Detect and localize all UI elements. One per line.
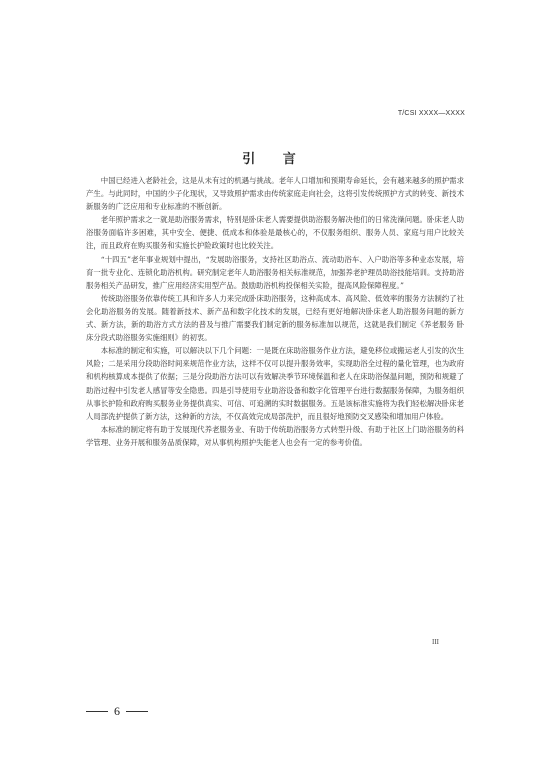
paragraph-1: 中国已经进入老龄社会，这是从未有过的机遇与挑战。老年人口增加和预期寿命延长，会有越来越多的照护需求产生。与此同时，中国的少子化现状，又导致照护需求由传统家庭走向社会，这将引发传统照护方式的转变、新技术新服务的广泛应用和专业标准的不断创新。 [86,176,464,212]
paragraph-5: 本标准的制定和实施，可以解决以下几个问题：一是既在床助浴服务作业方法，避免移位或搬运老人引发的次生风险；二是采用分段助浴时间来规范作业方法，这样不仅可以提升服务效率，实现助浴全过程的量化管理，也为政府和机构核算成本提供了依据；三是分段助浴方法可以有效解决季节环境保温和老人在床助浴保温问题，预防和规避了助浴过程中引发老人感冒等安全隐患。四是引导使用专业助浴设备和数字化管理平台进行数据服务保障，为服务组织从事长护险和政府购买服务业务提供真实、可信、可追溯的实时数据服务。五是该标准实施将为我们轻松解决卧床老人局部洗护提供了新方法，这种新的方法，不仅高效完成局部洗护，而且很好地预防交叉感染和增加用户体验。 [86,346,464,421]
dash-left [86,711,108,712]
paragraph-4: 传统助浴服务依靠传统工具和许多人力来完成卧床助浴服务，这种高成本、高风险、低效率的服务方法制约了社会化助浴服务的发展。随着新技术、新产品和数字化技术的发展，已经有更好地解决卧床老人助浴服务问题的新方式、新方法，新的助浴方式方法的普及与推广需要我们制定新的服务标准加以规范，这就是我们制定《养老服务 卧床分段式助浴服务实施细则》的初衷。 [86,293,464,343]
page-title: 引 言 [242,151,308,166]
paragraph-2: 老年照护需求之一就是助浴服务需求，特别是卧床老人需要提供助浴服务解决他们的日常洗澡问题。卧床老人助浴服务面临许多困难，其中安全、便捷、低成本和体验是最核心的，不仅服务组织、服务人员、家庭与用户比较关注，而且政府在购买服务和实施长护险政策时也比较关注。 [86,215,464,251]
page-number [86,704,148,719]
paragraph-3: “十四五”老年事业规划中提出，“发展助浴服务，支持社区助浴点、流动助浴车、入户助浴等多种业态发展，培育一批专业化、连锁化助浴机构。研究制定老年人助浴服务相关标准规范，加强养老护理员助浴技能培训。支持助浴服务相关产品研发，推广应用经济实用型产品。鼓励助浴机构投保相关实险，提高风险保障程度。” [86,254,464,290]
paragraph-6: 本标准的制定将有助于发展现代养老服务业、有助于传统助浴服务方式转型升级、有助于社区上门助浴服务的科学管理、业务开展和服务品质保障，对从事机构照护失能老人也会有一定的参考价值。 [86,424,464,447]
page-number-value: 6 [114,704,120,718]
roman-page-number: III [432,638,439,646]
body-text [86,174,464,449]
standard-code: T/CSI XXXX—XXXX [397,110,465,117]
dash-right [126,711,148,712]
